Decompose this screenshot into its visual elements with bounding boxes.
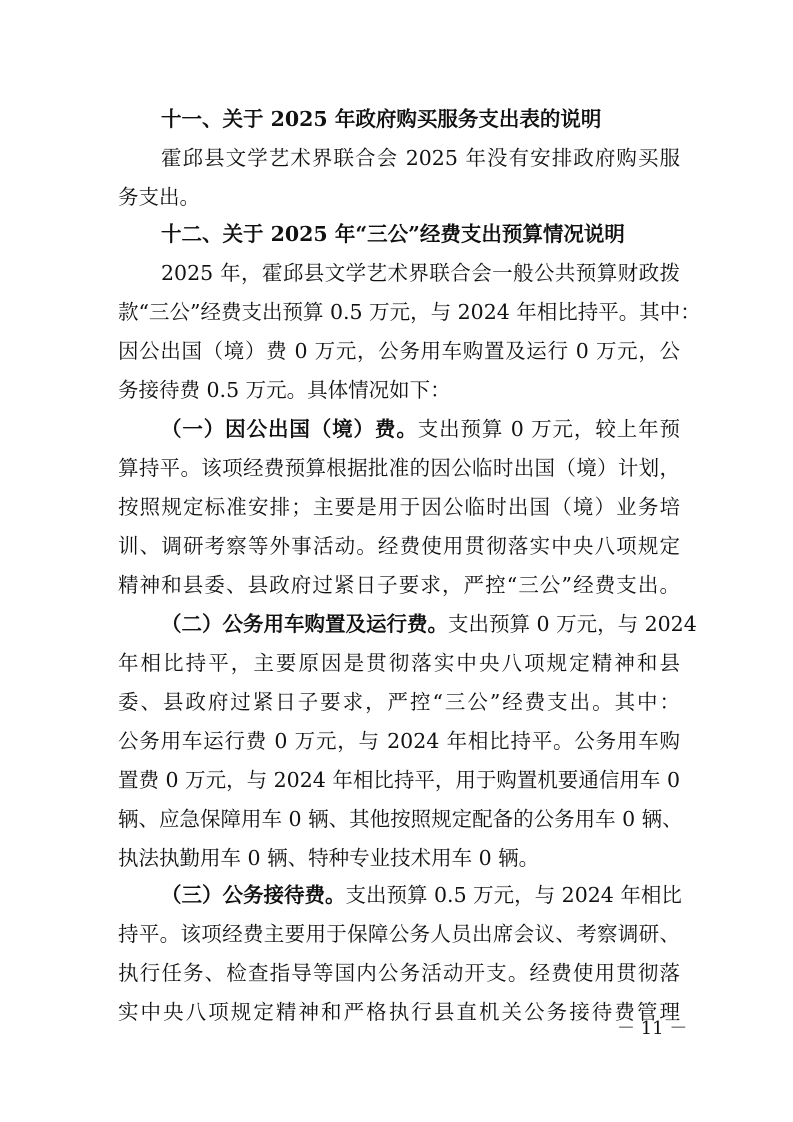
paragraph-line: 辆、应急保障用车 0 辆、其他按照规定配备的公务用车 0 辆、	[118, 807, 683, 831]
paragraph-text: 支出预算 0.5 万元，与 2024 年相比	[345, 883, 682, 907]
section-heading-12: 十二、关于 2025 年“三公”经费支出预算情况说明	[161, 222, 625, 246]
paragraph-line: 款“三公”经费支出预算 0.5 万元，与 2024 年相比持平。其中：	[118, 300, 701, 324]
paragraph-line: 务接待费 0.5 万元。具体情况如下：	[118, 378, 451, 402]
paragraph-line: 算持平。该项经费预算根据批准的因公临时出国（境）计划，	[118, 456, 680, 480]
paragraph-line: 实中央八项规定精神和严格执行县直机关公务接待费管理	[118, 1000, 680, 1024]
paragraph-line: 执行任务、检查指导等国内公务活动开支。经费使用贯彻落	[118, 961, 680, 985]
paragraph-line-with-subheading	[161, 609, 697, 639]
subheading-official-reception: （三）公务接待费。	[161, 883, 346, 907]
paragraph-line: 务支出。	[118, 185, 200, 209]
paragraph-line: 持平。该项经费主要用于保障公务人员出席会议、考察调研、	[118, 922, 680, 946]
paragraph-line: 年相比持平，主要原因是贯彻落实中央八项规定精神和县	[118, 651, 680, 675]
section-heading-11: 十一、关于 2025 年政府购买服务支出表的说明	[161, 107, 602, 131]
paragraph-line: 执法执勤用车 0 辆、特种专业技术用车 0 辆。	[118, 846, 540, 870]
paragraph-line: 因公出国（境）费 0 万元，公务用车购置及运行 0 万元，公	[118, 339, 680, 363]
paragraph-line: 按照规定标准安排；主要是用于因公临时出国（境）业务培	[118, 495, 680, 519]
paragraph-text: 支出预算 0 万元，较上年预	[417, 417, 681, 441]
paragraph-text: 支出预算 0 万元，与 2024	[448, 612, 697, 636]
paragraph-line: 训、调研考察等外事活动。经费使用贯彻落实中央八项规定	[118, 534, 680, 558]
paragraph-line-with-subheading	[161, 414, 680, 444]
paragraph-line: 置费 0 万元，与 2024 年相比持平，用于购置机要通信用车 0	[118, 768, 680, 792]
paragraph-line-with-subheading	[161, 880, 680, 910]
paragraph-line: 公务用车运行费 0 万元，与 2024 年相比持平。公务用车购	[118, 729, 680, 753]
subheading-official-vehicles: （二）公务用车购置及运行费。	[161, 612, 448, 636]
paragraph-line: 精神和县委、县政府过紧日子要求，严控“三公”经费支出。	[118, 573, 680, 597]
paragraph-line: 2025 年，霍邱县文学艺术界联合会一般公共预算财政拨	[161, 261, 680, 285]
paragraph-line: 委、县政府过紧日子要求，严控“三公”经费支出。其中：	[118, 690, 680, 714]
subheading-foreign-travel: （一）因公出国（境）费。	[161, 417, 418, 441]
page-number: － 11 －	[617, 1018, 688, 1039]
paragraph-line: 霍邱县文学艺术界联合会 2025 年没有安排政府购买服	[161, 146, 680, 170]
